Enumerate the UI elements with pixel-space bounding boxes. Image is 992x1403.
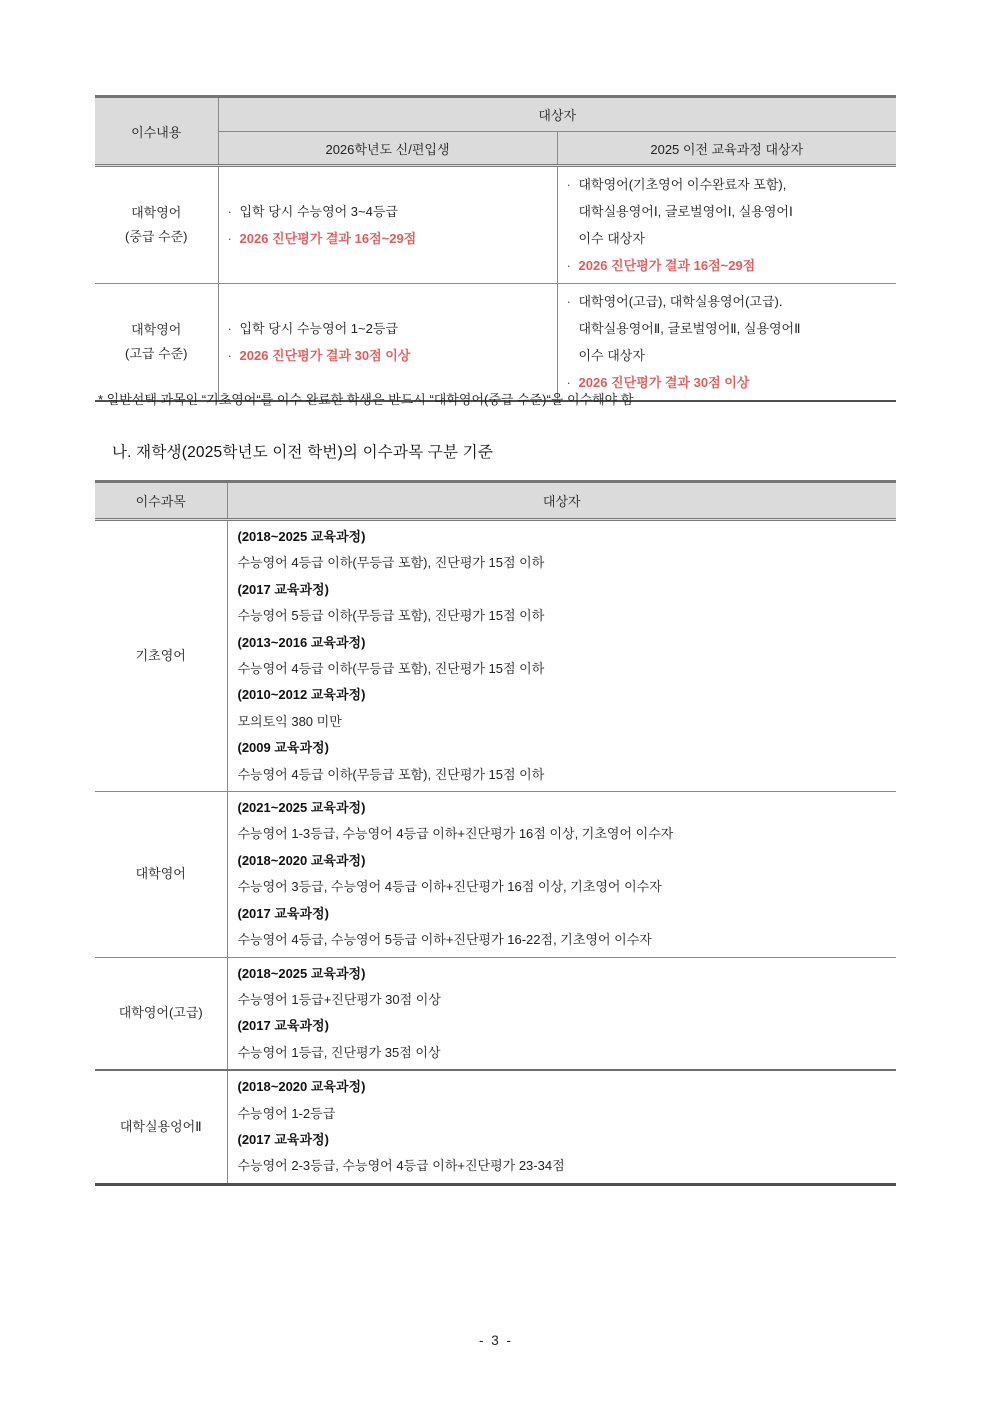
curriculum-label: (2017 교육과정) xyxy=(237,1131,329,1147)
bullet xyxy=(566,225,579,252)
t1-cell-new-students xyxy=(218,284,557,402)
criteria-line: · 대학영어(고급), 대학실용영어(고급). xyxy=(566,288,889,315)
curriculum-detail: 수능영어 4등급 이하(무등급 포함), 진단평가 15점 이하 xyxy=(237,555,545,571)
criteria-line: 대학실용영어Ⅱ, 글로벌영어Ⅱ, 실용영어Ⅱ xyxy=(566,315,889,342)
t1-cell-new-students xyxy=(218,166,557,284)
curriculum-label: (2017 교육과정) xyxy=(237,1018,329,1034)
criteria-line: · 2026 진단평가 결과 16점~29점 xyxy=(227,225,549,252)
curriculum-detail: 수능영어 1등급+진단평가 30점 이상 xyxy=(237,991,441,1007)
curriculum-label: (2018~2020 교육과정) xyxy=(237,1079,366,1095)
criteria-line: 이수 대상자 xyxy=(566,225,889,252)
table-row xyxy=(95,166,896,284)
course-name: 대학영어 xyxy=(131,205,182,220)
curriculum-label: (2021~2025 교육과정) xyxy=(237,800,366,816)
bullet: · xyxy=(566,258,571,273)
bullet xyxy=(566,198,579,225)
t1-header-sub-prev-curriculum: 2025 이전 교육과정 대상자 xyxy=(557,132,896,166)
bullet: · xyxy=(227,348,232,363)
section-title: 나. 재학생(2025학년도 이전 학번)의 이수과목 구분 기준 xyxy=(112,444,494,461)
bullet: · xyxy=(227,321,232,336)
curriculum-detail: 수능영어 2-3등급, 수능영어 4등급 이하+진단평가 23-34점 xyxy=(237,1158,565,1174)
t1-cell-prev-curriculum xyxy=(557,284,896,402)
curriculum-label: (2017 교육과정) xyxy=(237,905,329,921)
bullet xyxy=(566,315,579,342)
bullet: · xyxy=(566,177,571,192)
criteria-line: 대학실용영어Ⅰ, 글로벌영어Ⅰ, 실용영어Ⅰ xyxy=(566,198,889,225)
bullet xyxy=(566,342,579,369)
footnote: * 일반선택 과목인 “기초영어“를 이수 완료한 학생은 반드시 “대학영어(중급 수준)“을 이수해야 함 xyxy=(98,392,634,407)
t2-criteria-cell xyxy=(227,520,896,792)
curriculum-detail: 수능영어 1-2등급 xyxy=(237,1105,336,1121)
curriculum-detail: 수능영어 4등급 이하(무등급 포함), 진단평가 15점 이하 xyxy=(237,766,545,782)
t1-header-sub-new-students: 2026학년도 신/편입생 xyxy=(218,132,557,166)
table-course-classification xyxy=(95,480,896,1186)
t2-course-college-english: 대학영어 xyxy=(95,792,227,957)
t1-header-target-group: 대상자 xyxy=(218,97,896,132)
criteria-line: · 2026 진단평가 결과 16점~29점 xyxy=(566,252,889,279)
criteria-line: 이수 대상자 xyxy=(566,342,889,369)
course-level: (고급 수준) xyxy=(124,346,188,361)
criteria-line: · 입학 당시 수능영어 1~2등급 xyxy=(227,315,549,342)
criteria-line: · 2026 진단평가 결과 30점 이상 xyxy=(566,369,889,396)
table-row xyxy=(95,957,896,1070)
page-number: - 3 - xyxy=(478,1333,513,1348)
t2-course-practical-english-2: 대학실용엉어Ⅱ xyxy=(95,1070,227,1184)
table-row xyxy=(95,284,896,402)
bullet: · xyxy=(566,375,571,390)
table-row xyxy=(95,792,896,957)
criteria-line: · 대학영어(기초영어 이수완료자 포함), xyxy=(566,171,889,198)
t2-criteria-cell xyxy=(227,1070,896,1184)
curriculum-detail: 수능영어 4등급, 수능영어 5등급 이하+진단평가 16-22점, 기초영어 이수자 xyxy=(237,932,652,948)
curriculum-label: (2010~2012 교육과정) xyxy=(237,687,366,703)
criteria-line: · 입학 당시 수능영어 3~4등급 xyxy=(227,198,549,225)
table-row xyxy=(95,520,896,792)
curriculum-label: (2009 교육과정) xyxy=(237,740,329,756)
curriculum-detail: 수능영어 5등급 이하(무등급 포함), 진단평가 15점 이하 xyxy=(237,608,545,624)
t2-criteria-cell xyxy=(227,957,896,1070)
curriculum-detail: 수능영어 1등급, 진단평가 35점 이상 xyxy=(237,1044,441,1060)
t2-header-target: 대상자 xyxy=(227,482,896,520)
t2-criteria-cell xyxy=(227,792,896,957)
t2-course-basic-english: 기초영어 xyxy=(95,520,227,792)
curriculum-label: (2018~2020 교육과정) xyxy=(237,852,366,868)
curriculum-label: (2013~2016 교육과정) xyxy=(237,634,366,650)
curriculum-detail: 수능영어 4등급 이하(무등급 포함), 진단평가 15점 이하 xyxy=(237,661,545,677)
curriculum-detail: 수능영어 3등급, 수능영어 4등급 이하+진단평가 16점 이상, 기초영어 이수자 xyxy=(237,879,662,895)
t1-header-course: 이수내용 xyxy=(95,97,218,166)
t1-cell-prev-curriculum xyxy=(557,166,896,284)
table-placement-criteria-2026 xyxy=(95,95,896,402)
curriculum-label: (2018~2025 교육과정) xyxy=(237,965,366,981)
bullet: · xyxy=(566,294,571,309)
t2-header-course: 이수과목 xyxy=(95,482,227,520)
bullet: · xyxy=(227,204,232,219)
t1-course-intermediate xyxy=(95,166,218,284)
curriculum-label: (2017 교육과정) xyxy=(237,581,329,597)
table-row xyxy=(95,1070,896,1184)
curriculum-label: (2018~2025 교육과정) xyxy=(237,529,366,544)
curriculum-detail: 모의토익 380 미만 xyxy=(237,713,342,729)
t2-course-college-english-advanced: 대학영어(고급) xyxy=(95,957,227,1070)
bullet: · xyxy=(227,231,232,246)
t1-course-advanced xyxy=(95,284,218,402)
curriculum-detail: 수능영어 1-3등급, 수능영어 4등급 이하+진단평가 16점 이상, 기초영어 이수자 xyxy=(237,826,674,842)
table-header-row xyxy=(95,482,896,520)
course-level: (중급 수준) xyxy=(124,229,188,244)
criteria-line: · 2026 진단평가 결과 30점 이상 xyxy=(227,342,549,369)
course-name: 대학영어 xyxy=(131,322,182,337)
